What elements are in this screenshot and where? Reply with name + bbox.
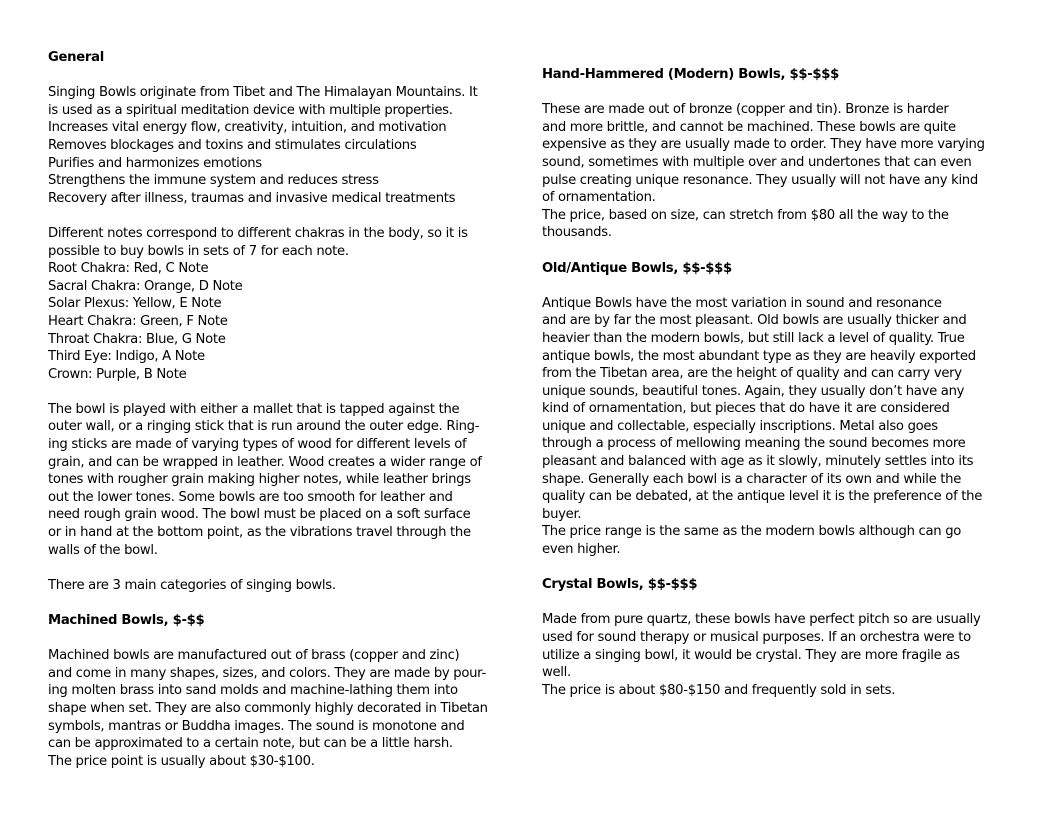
text-line: need rough grain wood. The bowl must be placed on a soft surface	[48, 507, 471, 523]
text-line: The price point is usually about $30-$100.	[48, 753, 315, 769]
crystal-heading: Crystal Bowls, $$-$$$	[542, 577, 698, 593]
spacer	[542, 242, 1012, 260]
text-line: unique sounds, beautiful tones. Again, they usually don’t have any	[542, 383, 965, 399]
text-line: is used as a spiritual meditation device with multiple properties.	[48, 102, 453, 118]
spacer	[48, 207, 518, 225]
spacer	[542, 84, 1012, 102]
text-line: buyer.	[542, 506, 582, 522]
text-line: walls of the bowl.	[48, 542, 158, 558]
text-line: Machined bowls are manufactured out of brass (copper and zinc)	[48, 648, 460, 664]
text-line: grain, and can be wrapped in leather. Wood creates a wider range of	[48, 454, 482, 470]
text-line: antique bowls, the most abundant type as they are heavily exported	[542, 348, 976, 364]
text-line: Removes blockages and toxins and stimulates circulations	[48, 137, 417, 153]
text-line: Solar Plexus: Yellow, E Note	[48, 296, 222, 312]
text-line: outer wall, or a ringing stick that is run around the outer edge. Ring-	[48, 419, 480, 435]
text-line: or in hand at the bottom point, as the vibrations travel through the	[48, 525, 471, 541]
text-line: Antique Bowls have the most variation in sound and resonance	[542, 295, 942, 311]
hammered-heading: Hand-Hammered (Modern) Bowls, $$-$$$	[542, 67, 840, 82]
text-line: Different notes correspond to different chakras in the body, so it is	[48, 225, 468, 241]
antique-paragraph	[542, 295, 1012, 559]
general-heading: General	[48, 50, 104, 65]
text-line: ing sticks are made of varying types of wood for different levels of	[48, 437, 467, 453]
text-line: sound, sometimes with multiple over and undertones that can even	[542, 154, 972, 170]
categories-line: There are 3 main categories of singing bowls.	[48, 577, 336, 593]
text-line: Made from pure quartz, these bowls have perfect pitch so are usually	[542, 612, 981, 628]
text-line: pleasant and balanced with age as it slowly, minutely settles into its	[542, 454, 974, 470]
text-line: The bowl is played with either a mallet that is tapped against the	[48, 401, 460, 417]
right-column	[542, 66, 1012, 699]
text-line: even higher.	[542, 542, 621, 558]
machined-heading: Machined Bowls, $-$$	[48, 613, 205, 628]
text-line: utilize a singing bowl, it would be crystal. They are more fragile as	[542, 647, 960, 663]
text-line: These are made out of bronze (copper and tin). Bronze is harder	[542, 102, 949, 118]
text-line: The price, based on size, can stretch from $80 all the way to the	[542, 207, 949, 223]
spacer	[48, 630, 518, 648]
playing-paragraph	[48, 401, 518, 559]
text-line: well.	[542, 665, 571, 681]
text-line: Singing Bowls originate from Tibet and The Himalayan Mountains. It	[48, 85, 478, 101]
text-line: Third Eye: Indigo, A Note	[48, 349, 205, 365]
text-line: kind of ornamentation, but pieces that do have it are considered	[542, 401, 950, 417]
spacer	[542, 559, 1012, 577]
intro-paragraph	[48, 84, 518, 207]
left-column	[48, 49, 518, 770]
text-line: The price range is the same as the modern bowls although can go	[542, 524, 962, 540]
text-line: through a process of mellowing meaning the sound becomes more	[542, 436, 966, 452]
text-line: quality can be debated, at the antique level it is the preference of the	[542, 489, 983, 505]
text-line: possible to buy bowls in sets of 7 for each note.	[48, 243, 349, 259]
text-line: and come in many shapes, sizes, and colors. They are made by pour-	[48, 665, 486, 681]
text-line: and are by far the most pleasant. Old bowls are usually thicker and	[542, 313, 967, 329]
text-line: pulse creating unique resonance. They usually will not have any kind	[542, 172, 978, 188]
text-line: and more brittle, and cannot be machined. These bowls are quite	[542, 119, 956, 135]
chakra-paragraph	[48, 225, 518, 383]
text-line: expensive as they are usually made to order. They have more varying	[542, 137, 985, 153]
text-line: can be approximated to a certain note, but can be a little harsh.	[48, 736, 453, 752]
text-line: Purifies and harmonizes emotions	[48, 155, 262, 171]
text-line: shape when set. They are also commonly highly decorated in Tibetan	[48, 700, 488, 716]
text-line: heavier than the modern bowls, but still lack a level of quality. True	[542, 330, 965, 346]
text-line: Crown: Purple, B Note	[48, 366, 187, 382]
spacer	[48, 383, 518, 401]
spacer	[48, 67, 518, 85]
spacer	[48, 594, 518, 612]
text-line: Strengthens the immune system and reduces stress	[48, 173, 379, 189]
text-line: of ornamentation.	[542, 190, 656, 206]
text-line: Sacral Chakra: Orange, D Note	[48, 278, 243, 294]
antique-heading: Old/Antique Bowls, $$-$$$	[542, 260, 732, 276]
text-line: Throat Chakra: Blue, G Note	[48, 331, 226, 347]
text-line: symbols, mantras or Buddha images. The sound is monotone and	[48, 718, 465, 734]
spacer	[542, 594, 1012, 612]
text-line: unique and collectable, especially inscriptions. Metal also goes	[542, 418, 938, 434]
spacer	[542, 277, 1012, 295]
text-line: Increases vital energy flow, creativity, intuition, and motivation	[48, 120, 447, 136]
text-line: shape. Generally each bowl is a character of its own and while the	[542, 471, 962, 487]
spacer	[48, 559, 518, 577]
text-line: The price is about $80-$150 and frequently sold in sets.	[542, 682, 896, 698]
crystal-paragraph	[542, 611, 1012, 699]
text-line: Root Chakra: Red, C Note	[48, 261, 209, 277]
text-line: used for sound therapy or musical purposes. If an orchestra were to	[542, 630, 971, 645]
text-line: ing molten brass into sand molds and machine-lathing them into	[48, 683, 458, 699]
text-line: Heart Chakra: Green, F Note	[48, 313, 228, 329]
text-line: from the Tibetan area, are the height of quality and can carry very	[542, 366, 962, 382]
machined-paragraph	[48, 647, 518, 770]
text-line: out the lower tones. Some bowls are too smooth for leather and	[48, 489, 453, 505]
text-line: tones with rougher grain making higher notes, while leather brings	[48, 472, 471, 488]
hammered-paragraph	[542, 101, 1012, 242]
text-line: thousands.	[542, 225, 612, 241]
text-line: Recovery after illness, traumas and invasive medical treatments	[48, 190, 456, 206]
